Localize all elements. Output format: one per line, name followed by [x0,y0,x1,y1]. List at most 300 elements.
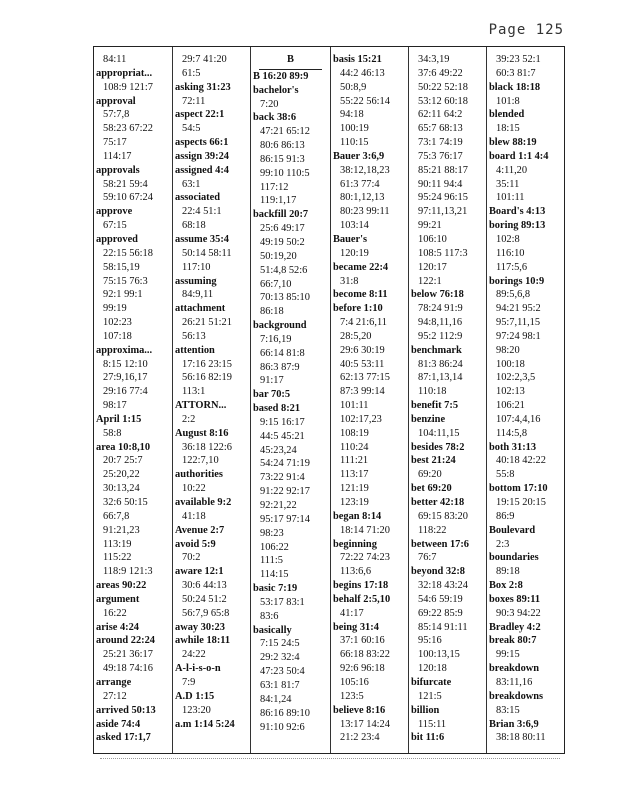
page-line-ref: 118:22 [418,524,447,536]
page-line-ref: 115:11 [418,718,447,730]
index-term: beyond 32:8 [411,566,465,578]
index-term: before 1:10 [333,303,383,315]
page-line-ref: 58:8 [103,427,122,439]
page-line-ref: 45:23,24 [260,444,297,456]
page-line-ref: 24:22 [182,649,206,661]
page-line-ref: 54:5 [182,123,201,135]
index-term: a.m 1:14 5:24 [175,718,235,730]
index-term: become 8:11 [333,289,388,301]
index-term: basic 7:19 [253,583,298,595]
index-term: attention [175,344,215,356]
index-term: bachelor's [253,84,299,96]
page-line-ref: 113:1 [182,386,206,398]
page-line-ref: 25:21 36:17 [103,649,153,661]
page-line-ref: 27:9,16,17 [103,372,148,384]
page-line-ref: 7:4 21:6,11 [340,317,387,329]
page-line-ref: 86:16 89:10 [260,707,310,719]
page-line-ref: 92:6 96:18 [340,663,385,675]
index-term: asking 31:23 [175,81,231,93]
page-line-ref: 50:19,20 [260,250,297,262]
page-number-label: Page 125 [488,22,564,38]
page-line-ref: 116:10 [496,247,525,259]
page-line-ref: 63:1 [182,178,201,190]
page-line-ref: 102:17,23 [340,413,382,425]
page-line-ref: 120:19 [340,247,369,259]
index-term: bifurcate [411,676,452,688]
page-line-ref: 26:21 51:21 [182,317,232,329]
page-line-ref: 18:14 71:20 [340,524,390,536]
index-term: began 8:14 [333,510,382,522]
page-line-ref: 19:15 20:15 [496,497,546,508]
page-line-ref: 84:1,24 [260,693,292,705]
page-line-ref: 80:23 99:11 [340,206,390,218]
index-term: August 8:16 [175,427,229,439]
page-line-ref: 7:9 [182,676,196,688]
page-line-ref: 81:3 86:24 [418,358,463,370]
page-line-ref: 122:7,10 [182,455,219,467]
index-term: Boulevard [489,524,536,536]
page-line-ref: 9:15 16:17 [260,416,305,428]
page-line-ref: 106:10 [418,233,447,245]
page-line-ref: 69:20 [418,469,442,481]
page-line-ref: 85:21 88:17 [418,164,468,176]
page-line-ref: 117:12 [260,181,289,193]
page-line-ref: 32:18 43:24 [418,580,468,592]
page-line-ref: 122:1 [418,275,442,287]
page-line-ref: 30:6 44:13 [182,580,227,592]
index-term: behalf 2:5,10 [333,593,391,605]
page-line-ref: 110:24 [340,441,369,453]
index-term: around 22:24 [96,635,155,647]
page-line-ref: 95:7,11,15 [496,317,541,329]
page-line-ref: 83:11,16 [496,676,533,688]
page-line-ref: 66:14 81:8 [260,347,305,359]
page-line-ref: 7:15 24:5 [260,638,300,650]
page-line-ref: 47:23 50:4 [260,666,305,678]
index-term: Avenue 2:7 [175,524,225,536]
page-line-ref: 95:17 97:14 [260,513,310,525]
index-term: break 80:7 [489,635,537,647]
page-line-ref: 90:3 94:22 [496,607,541,619]
index-term: awhile 18:11 [175,635,231,647]
page-line-ref: 8:15 12:10 [103,358,148,370]
page-line-ref: 2:3 [496,538,510,550]
page-line-ref: 57:7,8 [103,109,130,121]
page-line-ref: 59:10 67:24 [103,192,153,204]
page-line-ref: 106:21 [496,400,525,412]
page-line-ref: 97:24 98:1 [496,330,541,342]
index-term: arise 4:24 [96,621,139,633]
page-line-ref: 65:7 68:13 [418,123,463,135]
index-term: April 1:15 [96,413,142,425]
page-line-ref: 86:3 87:9 [260,361,300,373]
page-line-ref: 47:21 65:12 [260,126,310,138]
page-line-ref: 121:5 [418,690,442,702]
index-term: approvals [96,164,140,176]
section-letter: B [287,54,294,65]
page-line-ref: 98:17 [103,400,127,412]
page-line-ref: 108:5 117:3 [418,247,468,259]
page-line-ref: 31:8 [340,275,359,287]
page-line-ref: 80:1,12,13 [340,192,385,204]
index-term: blew 88:19 [489,137,537,149]
page-line-ref: 73:1 74:19 [418,137,463,149]
page-line-ref: 110:18 [418,386,447,398]
index-term: aspects 66:1 [175,137,229,149]
index-term: Bradley 4:2 [489,621,541,633]
page-line-ref: 70:13 85:10 [260,292,310,304]
index-term: approve [96,206,133,218]
page-line-ref: 73:22 91:4 [260,472,305,484]
page-line-ref: 41:18 [182,510,206,522]
page-line-ref: 110:15 [340,137,369,149]
page-line-ref: 66:7,10 [260,278,292,290]
page-line-ref: 76:7 [418,552,437,564]
page-line-ref: 95:16 [418,635,442,647]
page-line-ref: 120:17 [418,261,447,273]
index-term: backfill 20:7 [253,209,309,221]
index-term: boundaries [489,552,539,564]
page-line-ref: 72:11 [182,95,206,107]
page-line-ref: 102:23 [103,317,132,329]
page-line-ref: 4:11,20 [496,164,528,176]
page-line-ref: 83:6 [260,610,279,622]
page-line-ref: 91:17 [260,375,284,387]
page-line-ref: 92:21,22 [260,500,297,511]
index-term: billion [411,704,440,716]
page-line-ref: 50:14 58:11 [182,247,232,259]
index-term: breakdown [489,663,540,675]
index-term: approved [96,233,138,245]
page-line-ref: 121:19 [340,483,369,495]
page-line-ref: 25:20,22 [103,469,140,481]
page-line-ref: 61:5 [182,67,201,79]
page-line-ref: 102:8 [496,233,520,245]
index-term: asked 17:1,7 [96,732,151,744]
page-line-ref: 22:4 51:1 [182,206,222,218]
page-line-ref: 2:2 [182,413,196,425]
index-term: aware 12:1 [175,566,224,578]
page-line-ref: 60:3 81:7 [496,67,536,79]
page-line-ref: 13:17 14:24 [340,718,390,730]
index-term: arrived 50:13 [96,704,156,716]
page-line-ref: 107:18 [103,330,132,342]
index-term: below 76:18 [411,289,464,301]
page-line-ref: 18:15 [496,123,520,135]
index-term: based 8:21 [253,403,301,415]
page-line-ref: 38:18 80:11 [496,732,546,744]
index-term: beginning [333,538,377,550]
page-line-ref: 32:6 50:15 [103,497,148,508]
index-column-1 [94,47,172,753]
index-term: assuming [175,275,217,287]
index-column-5 [408,47,486,753]
index-term: bar 70:5 [253,389,291,401]
page-line-ref: 100:13,15 [418,649,460,661]
page-line-ref: 58:15,19 [103,261,140,273]
page-line-ref: 17:16 23:15 [182,358,232,370]
page-line-ref: 92:1 99:1 [103,289,143,301]
index-term: bottom 17:10 [489,483,548,495]
page-line-ref: 56:7,9 65:8 [182,607,230,619]
page-line-ref: 67:15 [103,220,127,232]
page-line-ref: 104:11,15 [418,427,460,439]
page-line-ref: 108:19 [340,427,369,439]
index-term: black 18:18 [489,81,541,93]
index-term: avoid 5:9 [175,538,216,550]
page-line-ref: 102:13 [496,386,525,398]
page-line-ref: 66:7,8 [103,510,130,522]
page-line-ref: 89:5,6,8 [496,289,531,301]
index-term: areas 90:22 [96,580,147,592]
index-term: back 38:6 [253,112,297,124]
index-term: Bauer's [333,233,368,245]
page-line-ref: 119:1,17 [260,195,297,207]
page-line-ref: 21:2 23:4 [340,732,380,744]
page-line-ref: 29:16 77:4 [103,386,148,398]
page-line-ref: 56:13 [182,330,206,342]
page-line-ref: 99:10 110:5 [260,167,310,179]
page-line-ref: 86:9 [496,510,515,522]
page-line-ref: 95:2 112:9 [418,330,463,342]
index-term: borings 10:9 [489,275,545,287]
page-line-ref: 91:22 92:17 [260,486,310,498]
page-line-ref: 94:8,11,16 [418,317,463,329]
index-term: being 31:4 [333,621,379,633]
index-term: boxes 89:11 [489,593,541,605]
index-term: associated [175,192,221,204]
page-line-ref: 111:5 [260,555,283,567]
index-term: away 30:23 [175,621,225,633]
page-line-ref: 94:18 [340,109,364,121]
page-line-ref: 113:17 [340,469,369,481]
index-term: breakdowns [489,690,544,702]
index-term: available 9:2 [175,497,232,508]
page-line-ref: 75:3 76:17 [418,150,463,162]
page-line-ref: 16:22 [103,607,127,619]
page-line-ref: 70:2 [182,552,201,564]
page-line-ref: 101:11 [496,192,525,204]
page-line-ref: 87:1,13,14 [418,372,463,384]
page-line-ref: 25:6 49:17 [260,223,305,235]
page-line-ref: 84:9,11 [182,289,214,301]
page-line-ref: 40:18 42:22 [496,455,546,467]
index-column-3 [250,47,330,753]
index-term: argument [96,593,140,605]
page-line-ref: 62:13 77:15 [340,372,390,384]
index-term: besides 78:2 [411,441,465,453]
page-line-ref: 100:18 [496,358,525,370]
index-term: approval [96,95,136,107]
page-line-ref: 90:11 94:4 [418,178,463,190]
word-index-table [93,46,565,754]
page-line-ref: 44:2 46:13 [340,67,385,79]
index-term: assign 39:24 [175,150,229,162]
index-term: aside 74:4 [96,718,141,730]
page-line-ref: 20:7 25:7 [103,455,143,467]
page-line-ref: 78:24 91:9 [418,303,463,315]
page-line-ref: 49:18 74:16 [103,663,153,675]
page-line-ref: 107:4,4,16 [496,413,541,425]
page-line-ref: 55:8 [496,469,515,481]
page-line-ref: 94:21 95:2 [496,303,541,315]
index-term: A.D 1:15 [175,690,215,702]
page-line-ref: 86:15 91:3 [260,153,305,165]
page-line-ref: 55:22 56:14 [340,95,390,107]
index-term: area 10:8,10 [96,441,151,453]
page-line-ref: 51:4,8 52:6 [260,264,308,276]
page-line-ref: 40:5 53:11 [340,358,385,370]
index-term: begins 17:18 [333,580,389,592]
index-term: believe 8:16 [333,704,386,716]
page-line-ref: 69:22 85:9 [418,607,463,619]
page-line-ref: 75:17 [103,137,127,149]
page-line-ref: 98:20 [496,344,520,356]
page-line-ref: 29:6 30:19 [340,344,385,356]
page-line-ref: 102:2,3,5 [496,372,536,384]
index-term: best 21:24 [411,455,456,467]
index-term: benchmark [411,344,462,356]
index-term: A-l-i-s-o-n [175,663,221,675]
page-line-ref: 34:3,19 [418,54,450,65]
page-line-ref: 114:15 [260,569,289,581]
page-line-ref: 91:21,23 [103,524,140,536]
page-line-ref: 108:9 121:7 [103,81,153,93]
page-line-ref: 41:17 [340,607,364,619]
page-line-ref: 114:17 [103,150,132,162]
page-line-ref: 117:10 [182,261,211,273]
page-line-ref: 84:11 [103,54,127,65]
index-term: background [253,320,307,332]
index-term: blended [489,109,525,121]
index-term: B 16:20 89:9 [253,70,309,82]
page-line-ref: 120:18 [418,663,447,675]
index-column-6 [486,47,566,753]
page-line-ref: 105:16 [340,676,369,688]
index-term: approxima... [96,344,153,356]
index-term: became 22:4 [333,261,389,273]
page-line-ref: 50:24 51:2 [182,593,227,605]
page-line-ref: 62:11 64:2 [418,109,463,121]
index-term: ATTORN... [175,400,227,412]
page-line-ref: 29:2 32:4 [260,652,300,664]
index-term: better 42:18 [411,497,465,508]
index-term: aspect 22:1 [175,109,225,121]
page-line-ref: 113:6,6 [340,566,372,578]
page-line-ref: 99:21 [418,220,442,232]
page-line-ref: 22:15 56:18 [103,247,153,259]
index-term: authorities [175,469,223,481]
page-line-ref: 123:19 [340,497,369,508]
index-term: bit 11:6 [411,732,445,744]
page-line-ref: 44:5 45:21 [260,430,305,442]
page-line-ref: 100:19 [340,123,369,135]
index-column-2 [172,47,250,753]
page-line-ref: 111:21 [340,455,369,467]
page-line-ref: 50:8,9 [340,81,367,93]
page-line-ref: 58:21 59:4 [103,178,148,190]
page-line-ref: 83:15 [496,704,520,716]
page-line-ref: 99:19 [103,303,127,315]
page-line-ref: 89:18 [496,566,520,578]
page-line-ref: 95:24 96:15 [418,192,468,204]
page-line-ref: 49:19 50:2 [260,236,305,248]
index-term: benzine [411,413,446,425]
page-line-ref: 106:22 [260,541,289,553]
page-line-ref: 37:1 60:16 [340,635,385,647]
page-line-ref: 36:18 122:6 [182,441,232,453]
page-line-ref: 101:8 [496,95,520,107]
page-line-ref: 98:23 [260,527,284,539]
index-term: between 17:6 [411,538,470,550]
page-line-ref: 80:6 86:13 [260,140,305,152]
index-column-4 [330,47,408,753]
page-line-ref: 63:1 81:7 [260,679,300,691]
page-line-ref: 97:11,13,21 [418,206,468,218]
page-line-ref: 115:22 [103,552,132,564]
index-term: arrange [96,676,132,688]
page-line-ref: 123:20 [182,704,211,716]
footer-divider [100,758,560,759]
page-line-ref: 101:11 [340,400,369,412]
page-line-ref: 69:15 83:20 [418,510,468,522]
page-line-ref: 39:23 52:1 [496,54,541,65]
page-line-ref: 38:12,18,23 [340,164,390,176]
page-line-ref: 103:14 [340,220,369,232]
index-term: assigned 4:4 [175,164,229,176]
page-line-ref: 68:18 [182,220,206,232]
page-line-ref: 54:24 71:19 [260,458,310,470]
page-line-ref: 28:5,20 [340,330,372,342]
index-term: board 1:1 4:4 [489,150,549,162]
page-line-ref: 7:16,19 [260,333,292,345]
page-line-ref: 85:14 91:11 [418,621,468,633]
page-line-ref: 30:13,24 [103,483,140,495]
page-line-ref: 53:17 83:1 [260,596,305,608]
page-line-ref: 53:12 60:18 [418,95,468,107]
page-line-ref: 117:5,6 [496,261,528,273]
index-term: both 31:13 [489,441,537,453]
index-term: appropriat... [96,67,153,79]
page-line-ref: 87:3 99:14 [340,386,385,398]
page-line-ref: 72:22 74:23 [340,552,390,564]
page-line-ref: 35:11 [496,178,520,190]
page-line-ref: 56:16 82:19 [182,372,232,384]
page-line-ref: 61:3 77:4 [340,178,380,190]
page-line-ref: 99:15 [496,649,520,661]
page-line-ref: 54:6 59:19 [418,593,463,605]
index-term: Box 2:8 [489,580,523,592]
index-term: basis 15:21 [333,54,382,65]
page-line-ref: 37:6 49:22 [418,67,463,79]
index-term: benefit 7:5 [411,400,459,412]
index-term: Board's 4:13 [489,206,546,218]
index-term: attachment [175,303,226,315]
page-line-ref: 118:9 121:3 [103,566,153,578]
index-term: Brian 3:6,9 [489,718,539,730]
page-line-ref: 29:7 41:20 [182,54,227,65]
index-term: Bauer 3:6,9 [333,150,385,162]
index-term: boring 89:13 [489,220,546,232]
page-line-ref: 58:23 67:22 [103,123,153,135]
page-line-ref: 113:19 [103,538,132,550]
page-line-ref: 50:22 52:18 [418,81,468,93]
page-line-ref: 10:22 [182,483,206,495]
page-line-ref: 91:10 92:6 [260,721,305,733]
index-term: assume 35:4 [175,233,229,245]
page-line-ref: 66:18 83:22 [340,649,390,661]
index-term: basically [253,624,292,636]
